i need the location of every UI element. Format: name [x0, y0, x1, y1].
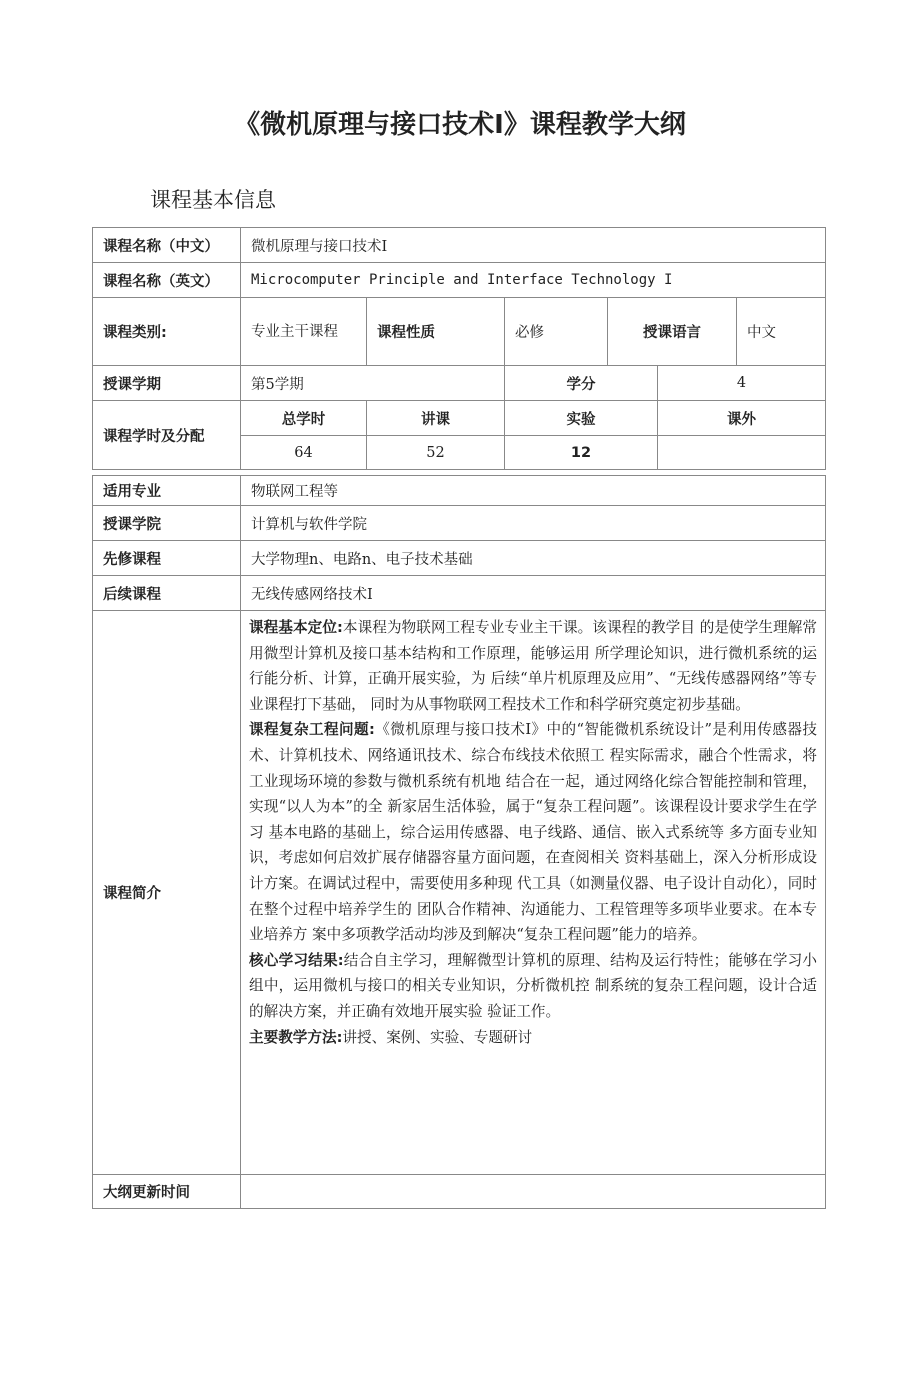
label-credit: 学分	[504, 365, 658, 401]
intro-problem-text: 《微机原理与接口技术I》中的“智能微机系统设计”是利用传感器技术、计算机技术、网络通讯技术、综合布线技术依照工 程实际需求，融合个性需求，将工业现场环境的参数与微机系统有机地 结合在一起，通过网络化综合智能控制和管理，实现“以人为本”的全 新家居生活体验，属于“复杂工程问题”。该课程设计要求学生在学习 基本电路的基础上，综合运用传感器、电子线路、通信、嵌入式系统等 多方面专业知识，考虑如何启效扩展存储器容量方面问题，在查阅相关 资料基础上，深入分析形成设计方案。在调试过程中，需要使用多种现 代工具（如测量仪器、电子设计自动化），同时在整个过程中培养学生的 团队合作精神、沟通能力、工程管理等多项毕业要求。在本专业培养方 案中多项教学活动均涉及到解决“复杂工程问题”能力的培养。	[249, 721, 817, 944]
value-intro	[240, 610, 826, 1175]
label-prereq: 先修课程	[92, 540, 241, 576]
intro-positioning-heading: 课程基本定位:	[249, 619, 343, 636]
value-name-cn: 微机原理与接口技术I	[240, 227, 826, 263]
value-term: 第5学期	[240, 365, 505, 401]
header-extra: 课外	[657, 400, 826, 436]
value-college: 计算机与软件学院	[240, 505, 826, 541]
label-intro: 课程简介	[92, 610, 241, 1175]
label-college: 授课学院	[92, 505, 241, 541]
label-hours: 课程学时及分配	[92, 400, 241, 470]
label-language: 授课语言	[607, 297, 737, 366]
label-name-cn: 课程名称（中文）	[92, 227, 241, 263]
value-name-en: Microcomputer Principle and Interface Technology I	[240, 262, 826, 298]
header-total-hours: 总学时	[240, 400, 367, 436]
value-prereq: 大学物理n、电路n、电子技术基础	[240, 540, 826, 576]
intro-problem	[249, 717, 817, 947]
header-lab: 实验	[504, 400, 658, 436]
document-title: 《微机原理与接口技术I》课程教学大纲	[234, 110, 686, 140]
label-major: 适用专业	[92, 475, 241, 506]
label-term: 授课学期	[92, 365, 241, 401]
label-update: 大纲更新时间	[92, 1174, 241, 1209]
value-type: 专业主干课程	[240, 297, 367, 366]
value-extra	[657, 435, 826, 470]
intro-outcomes	[249, 948, 817, 1025]
intro-methods-heading: 主要教学方法:	[249, 1028, 343, 1046]
intro-problem-heading: 课程复杂工程问题:	[249, 721, 375, 739]
value-language: 中文	[736, 297, 826, 366]
intro-positioning-text: 本课程为物联网工程专业专业主干课。该课程的教学目 的是使学生理解常用微型计算机及接口基本结构和工作原理，能够运用 所学理论知识，进行微机系统的运行能分析、计算，正确开展实验，为 后续“单片机原理及应用”、“无线传感器网络”等专业课程打下基础， 同时为从事物联网工程技术工作和科学研究奠定初步基础。	[249, 619, 817, 713]
value-follow: 无线传感网络技术I	[240, 575, 826, 611]
value-total-hours: 64	[240, 435, 367, 470]
value-nature: 必修	[504, 297, 608, 366]
intro-outcomes-heading: 核心学习结果:	[249, 951, 344, 969]
value-major: 物联网工程等	[240, 475, 826, 506]
intro-outcomes-text: 结合自主学习，理解微型计算机的原理、结构及运行特性；能够在学习小组中，运用微机与接口的相关专业知识，分析微机控 制系统的复杂工程问题，设计合适的解决方案，并正确有效地开展实验 验证工作。	[249, 951, 817, 1020]
value-lab: 12	[504, 435, 658, 470]
label-follow: 后续课程	[92, 575, 241, 611]
intro-methods-text: 讲授、案例、实验、专题研讨	[342, 1028, 533, 1046]
label-nature: 课程性质	[366, 297, 505, 366]
header-lecture: 讲课	[366, 400, 505, 436]
section-heading: 课程基本信息	[150, 188, 276, 212]
label-name-en: 课程名称（英文）	[92, 262, 241, 298]
intro-positioning	[249, 615, 817, 717]
value-credit: 4	[657, 365, 826, 401]
label-type: 课程类别:	[92, 297, 241, 366]
intro-methods	[249, 1025, 817, 1051]
value-update	[240, 1174, 826, 1209]
value-lecture: 52	[366, 435, 505, 470]
